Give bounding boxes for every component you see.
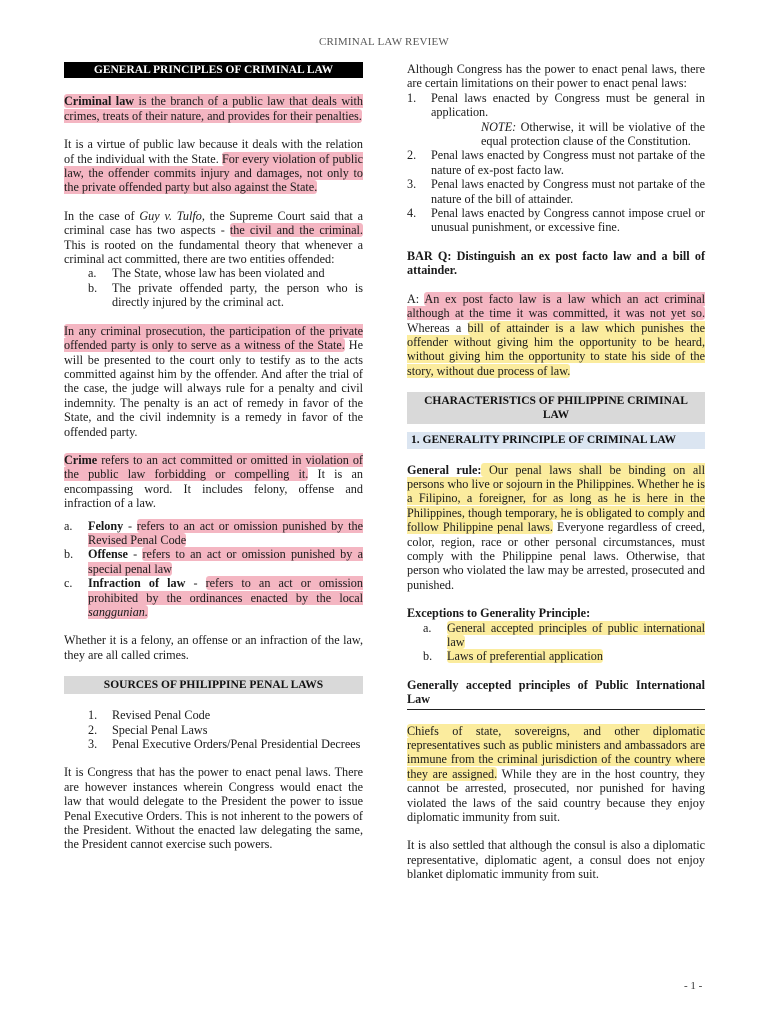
heading-exceptions: Exceptions to Generality Principle:	[407, 606, 591, 621]
list-item: 1. Revised Penal Code	[88, 708, 211, 723]
page-number: - 1 -	[684, 980, 703, 992]
list-item: 3. Penal Executive Orders/Penal Presidential Decrees	[88, 737, 361, 752]
list-limitations-continued	[407, 148, 705, 234]
list-exceptions	[407, 621, 705, 664]
bar-question: BAR Q: Distinguish an ex post facto law and a bill of attainder.	[407, 248, 705, 278]
paragraph-consul: It is also settled that although the consul is also a diplomatic representative, diplomatic agent, a consul does not enjoy blanket diplomatic immunity from suit.	[407, 838, 705, 882]
section-heading-characteristics: CHARACTERISTICS OF PHILIPPINE CRIMINAL LAW	[407, 392, 705, 424]
list-crime-types	[64, 519, 363, 620]
section-heading-general-principles: GENERAL PRINCIPLES OF CRIMINAL LAW	[64, 62, 363, 78]
heading-public-international-law: Generally accepted principles of Public International Law	[407, 678, 705, 710]
list-item: a. General accepted principles of public international law	[423, 620, 705, 649]
paragraph-crime-definition: Crime refers to an act committed or omitted in violation of the public law forbidding or compelling it. It is an encompassing word. It includes felony, offense and infraction of a law.	[64, 452, 363, 511]
list-limitations	[407, 91, 705, 120]
paragraph-virtue-of-public-law: It is a virtue of public law because it deals with the relation of the individual with the State. For every violation of public law, the offender commits injury and damages, not only to the private offended party but also against the State.	[64, 137, 363, 195]
list-item: 4. Penal laws enacted by Congress cannot impose cruel or unusual punishment, or excessive fine.	[407, 206, 705, 235]
section-heading-sources: SOURCES OF PHILIPPINE PENAL LAWS	[64, 676, 363, 694]
list-item: 1. Penal laws enacted by Congress must be general in application.	[407, 90, 705, 120]
list-offended-entities	[64, 266, 363, 309]
list-sources	[64, 708, 363, 751]
paragraph-general-rule: General rule: Our penal laws shall be binding on all persons who live or sojourn in the Philippines. Whether he is a Filipino, a foreigner, for as long as he is here in the Philippines, though temporary, he is obligated to comply and follow Philippine penal laws. Everyone regardless of creed, color, region, race or other personal circumstances, must comply with the Philippine penal laws. Otherwise, that person who violated the law may be arrested, prosecuted and punished.	[407, 462, 705, 592]
paragraph-criminal-law-definition: Criminal law is the branch of a public law that deals with crimes, treats of their nature, and provides for their penalties.	[64, 94, 363, 123]
list-item: b. The private offended party, the person who is directly injured by the criminal act.	[88, 280, 363, 310]
list-item: 3. Penal laws enacted by Congress must not partake of the nature of the bill of attainder.	[407, 177, 705, 206]
list-item: 2. Penal laws enacted by Congress must not partake of the nature of ex-post facto law.	[407, 148, 705, 177]
note-equal-protection: NOTE: Otherwise, it will be violative of the equal protection clause of the Constitution.	[481, 119, 705, 149]
list-item-felony: a. Felony - refers to an act or omission punished by the Revised Penal Code	[64, 518, 364, 547]
paragraph-congress-power: It is Congress that has the power to enact penal laws. There are however instances wherein Congress would enact the law that would delegate to the President the power to issue Penal Executive Orders. This is not inherent to the powers of the President. Without the enacted law delegating the same, the President cannot exercise such powers.	[64, 765, 363, 852]
paragraph-limitations-intro: Although Congress has the power to enact penal laws, there are certain limitations on their power to enact penal laws:	[407, 62, 705, 91]
subsection-heading-generality: 1. GENERALITY PRINCIPLE OF CRIMINAL LAW	[407, 432, 705, 448]
paragraph-guy-v-tulfo: In the case of Guy v. Tulfo, the Supreme Court said that a criminal case has two aspects - the civil and the criminal. This is rooted on the fundamental theory that whenever a criminal act committed, there are two entities offended:	[64, 208, 363, 267]
list-item-offense: b. Offense - refers to an act or omission punished by a special penal law	[64, 547, 364, 576]
right-column	[407, 62, 705, 882]
paragraph-answer: A: An ex post facto law is a law which an act criminal although at the time it was committed, it was not yet so. Whereas a bill of attainder is a law which punishes the offender without giving him the opportunity to be heard, without giving him the opportunity to state his side of the story, without due process of law.	[407, 291, 706, 378]
list-item: 2. Special Penal Laws	[88, 722, 208, 737]
paragraph-diplomatic-immunity: Chiefs of state, sovereigns, and other diplomatic representatives such as public ministers and ambassadors are immune from the criminal jurisdiction of the country where they are assigned. While they are in the host country, they cannot be arrested, prosecuted, nor punished for having violated the laws of the said country because they enjoy diplomatic immunity from suit.	[407, 723, 705, 825]
paragraph-private-offended-party: In any criminal prosecution, the participation of the private offended party is only to serve as a witness of the State. He will be presented to the court only to testify as to the acts committed against him by the offender. And after the trial of the case, the judge will always rule for a penalty and civil indemnity. The penalty is an act of remedy in favor of the State, and the civil indemnity is a remedy in favor of the offended party.	[64, 323, 363, 439]
list-item: b. Laws of preferential application	[423, 649, 603, 664]
paragraph-all-called-crimes: Whether it is a felony, an offense or an infraction of the law, they are all called crimes.	[64, 633, 363, 662]
list-item-infraction: c. Infraction of law - refers to an act or omission prohibited by the ordinances enacted by the local sanggunian.	[64, 576, 363, 619]
left-column	[64, 62, 363, 852]
page-header-title: CRIMINAL LAW REVIEW	[318, 36, 449, 48]
list-item: a. The State, whose law has been violated and	[88, 266, 325, 281]
